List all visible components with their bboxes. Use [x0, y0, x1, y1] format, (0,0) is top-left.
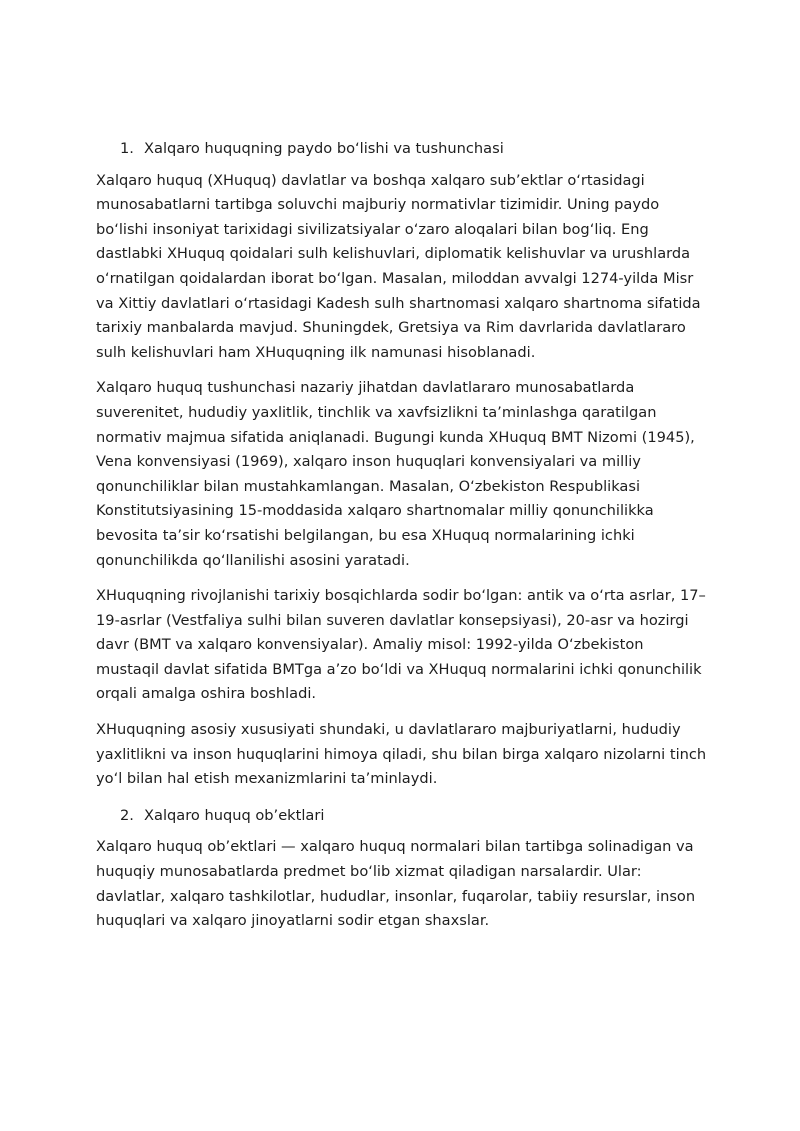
section-title: Xalqaro huquq ob’ektlari: [144, 806, 325, 824]
document-page: [96, 137, 708, 945]
section-heading-1: [96, 137, 708, 162]
section-number: 1.: [120, 140, 134, 157]
section-title: Xalqaro huquqning paydo bo‘lishi va tushunchasi: [144, 140, 504, 157]
paragraph: Xalqaro huquq (XHuquq) davlatlar va boshqa xalqaro sub’ektlar o‘rtasidagi munosabatlarni tartibga soluvchi majburiy normativlar tizimidir. Uning paydo bo‘lishi insoniyat tarixidagi sivilizatsiyalar o‘zaro aloqalari bilan bog‘liq. Eng dastlabki XHuquq qoidalari sulh kelishuvlari, diplomatik kelishuvlar va urushlarda o‘rnatilgan qoidalardan iborat bo‘lgan. Masalan, miloddan avvalgi 1274-yilda Misr va Xittiy davlatlari o‘rtasidagi Kadesh sulh shartnomasi xalqaro shartnoma sifatida tarixiy manbalarda mavjud. Shuningdek, Gretsiya va Rim davrlarida davlatlararo sulh kelishuvlari ham XHuquqning ilk namunasi hisoblanadi.: [96, 171, 701, 361]
paragraph: Xalqaro huquq tushunchasi nazariy jihatdan davlatlararo munosabatlarda suverenitet, hududiy yaxlitlik, tinchlik va xavfsizlikni ta’minlashga qaratilgan normativ majmua sifatida aniqlanadi. Bugungi kunda XHuquq BMT Nizomi (1945), Vena konvensiyasi (1969), xalqaro inson huquqlari konvensiyalari va milliy qonunchiliklar bilan mustahkamlangan. Masalan, O‘zbekiston Respublikasi Konstitutsiyasining 15-moddasida xalqaro shartnomalar milliy qonunchilikka bevosita ta’sir ko‘rsatishi belgilangan, bu esa XHuquq normalarining ichki qonunchilikda qo‘llanilishi asosini yaratadi.: [96, 379, 695, 569]
section-heading-2: [96, 804, 708, 829]
section-number: 2.: [120, 806, 134, 824]
paragraph: XHuquqning asosiy xususiyati shundaki, u davlatlararo majburiyatlarni, hududiy yaxlitlikni va inson huquqlarini himoya qiladi, shu bilan birga xalqaro nizolarni tinch yo‘l bilan hal etish mexanizmlarini ta’minlaydi.: [96, 721, 707, 788]
paragraph: XHuquqning rivojlanishi tarixiy bosqichlarda sodir bo‘lgan: antik va o‘rta asrlar, 17–19-asrlar (Vestfaliya sulhi bilan suveren davlatlar konsepsiyasi), 20-asr va hozirgi davr (BMT va xalqaro konvensiyalar). Amaliy misol: 1992-yilda O‘zbekiston mustaqil davlat sifatida BMTga a’zo bo‘ldi va XHuquq normalarini ichki qonunchilik orqali amalga oshira boshladi.: [96, 587, 706, 703]
paragraph: Xalqaro huquq ob’ektlari — xalqaro huquq normalari bilan tartibga solinadigan va huquqiy munosabatlarda predmet bo‘lib xizmat qiladigan narsalardir. Ular: davlatlar, xalqaro tashkilotlar, hududlar, insonlar, fuqarolar, tabiiy resurslar, inson huquqlari va xalqaro jinoyatlarni sodir etgan shaxslar.: [96, 838, 696, 930]
